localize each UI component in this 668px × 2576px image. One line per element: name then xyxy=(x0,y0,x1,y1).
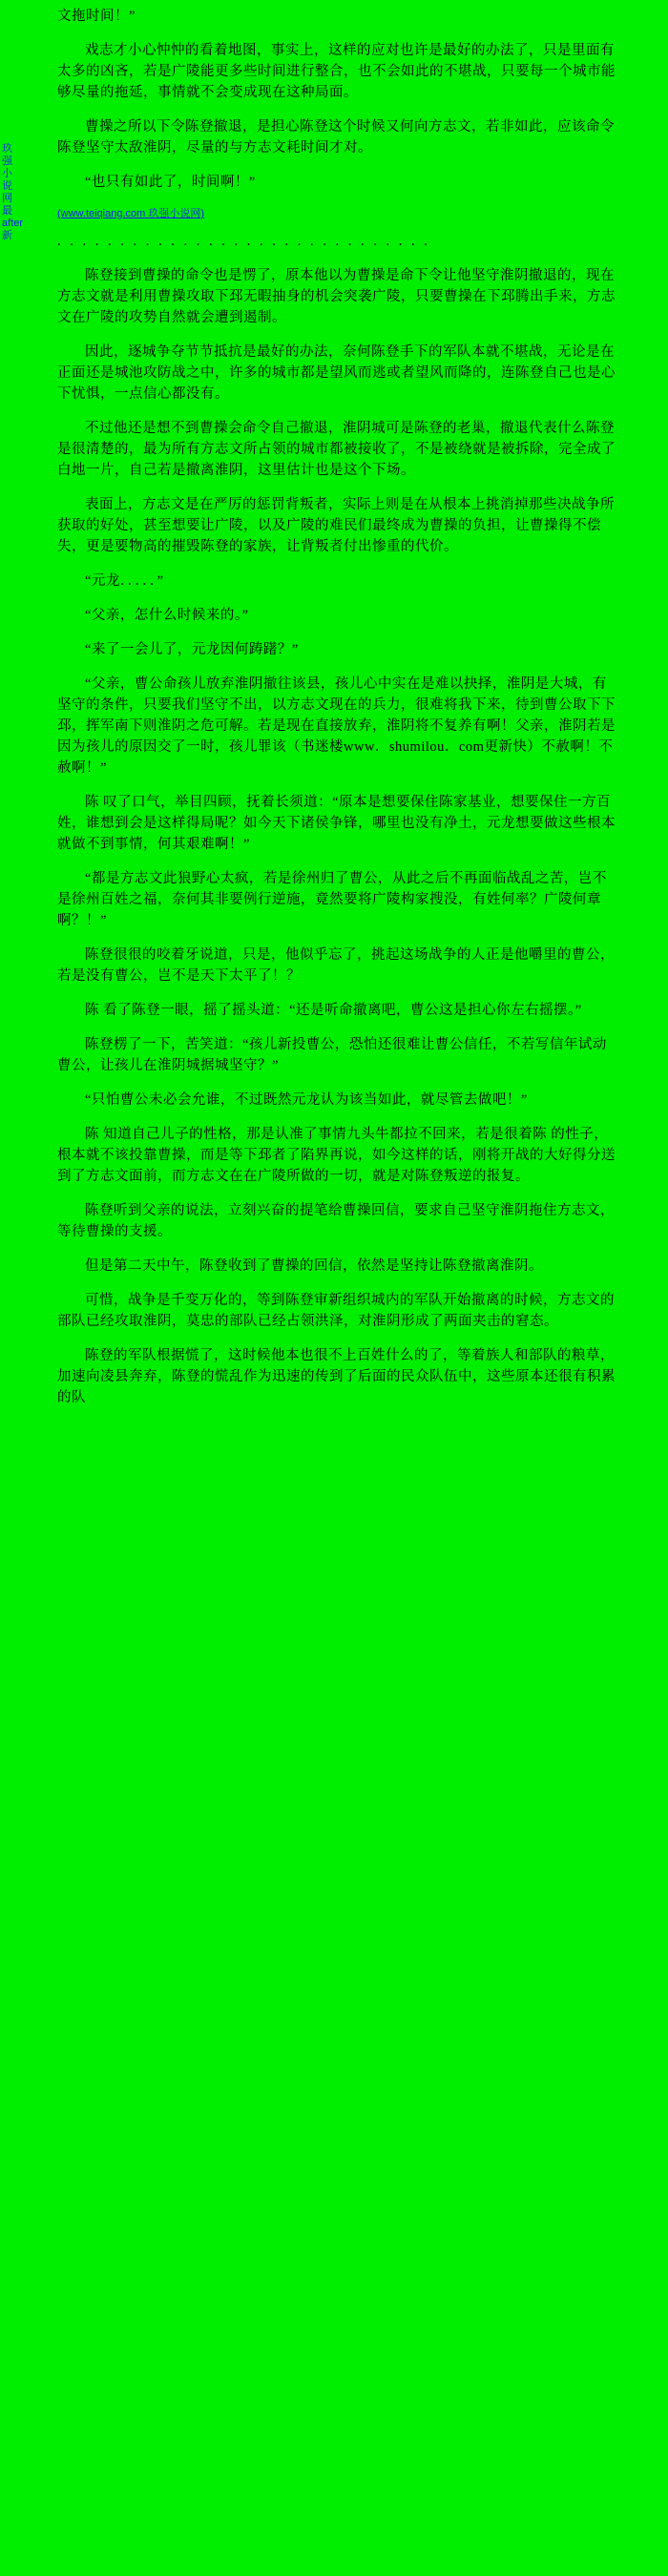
paragraph: “父亲，曹公命孩儿放弃淮阴撤往该县，孩儿心中实在是难以抉择，淮阴是大城，有坚守的条件，只要我们坚守不出，以方志文现在的兵力，很难将我下来，待到曹公取下下邳，挥军南下则淮阴之危可解。若是现在直接放弃，淮阴将不复养有啊！父亲，淮阴若是因为孩儿的原因交了一时，孩儿罪该（书迷楼www．shumilou．com更新快）不赦啊！不赦啊！” xyxy=(57,676,616,776)
novel-body xyxy=(19,0,649,1408)
paragraph: 陈登的军队根据慌了，这时候他本也很不上百姓什么的了，等着族人和部队的粮草，加速向凌县奔弃，陈登的慌乱作为迅速的传到了后面的民众队伍中，这些原本还很有积累的队 xyxy=(57,1348,616,1405)
paragraph: 戏志才小心忡忡的看着地图，事实上，这样的应对也许是最好的办法了，只是里面有太多的凶吝，若是广陵能更多些时间进行整合，也不会如此的不堪战，只要每一个城市能够尽量的拖延，事情就不会变成现在这种局面。 xyxy=(57,43,616,100)
paragraph: 文拖时间！” xyxy=(57,9,136,24)
paragraph: 陈 叹了口气，举目四顾，抚着长须道：“原本是想要保住陈家基业，想要保住一方百姓，谁想到会是这样得局呢？如今天下诸侯争锋，哪里也没有净土，元龙想要做这些根本就做不到事情，何其艰难啊！” xyxy=(57,795,616,852)
paragraph: 曹操之所以下令陈登撤退，是担心陈登这个时候又何向方志文，若非如此，应该命令陈登坚守太敌淮阴，尽量的与方志文耗时间才对。 xyxy=(57,119,615,156)
paragraph: “父亲，怎什么时候来的。” xyxy=(85,608,249,623)
paragraph: 因此，逐城争夺节节抵抗是最好的办法，奈何陈登手下的军队本就不堪战，无论是在正面还是城池攻防战之中，许多的城市都是望风而逃或者望风而降的，连陈登自己也是心下忧惧，一点信心都没有。 xyxy=(57,344,616,402)
separator-dots: . . . . . . . . . . . . . . . . . . . . . . . . . . . . . . xyxy=(57,234,430,249)
paragraph: “只怕曹公未必会允谁，不过既然元龙认为该当如此，就尽管去做吧！” xyxy=(85,1092,528,1108)
paragraph: 陈 知道自己儿子的性格，那是认准了事情九头牛都拉不回来，若是很着陈 的性子，根本就不该投靠曹操，而是等下邳者了陷界再说，如今这样的话，刚将开战的大好得分送到了方志文面前，而方志文在在广陵所做的一切，就是对陈登叛逆的报复。 xyxy=(57,1127,616,1184)
sidebar-site-note: 玖强小说网最after新 xyxy=(2,143,24,241)
paragraph: “都是方志文此狼野心太疯，若是徐州归了曹公，从此之后不再面临战乱之苦，岂不是徐州百姓之福，奈何其非要例行逆施，竟然要将广陵构家搜没，有姓何率？广陵何章啊？！” xyxy=(57,871,607,928)
paragraph: 但是第二天中午，陈登收到了曹操的回信，依然是坚持让陈登撤离淮阴。 xyxy=(85,1258,543,1274)
paragraph: “元龙．．．．．” xyxy=(85,573,164,589)
paragraph: 陈登听到父亲的说法，立刻兴奋的提笔给曹操回信，要求自己坚守淮阴拖住方志文，等待曹操的支援。 xyxy=(57,1203,615,1239)
paragraph: “来了一会儿了，元龙因何踌躇？” xyxy=(85,642,299,657)
site-link[interactable]: (www.teiqiang.com 玖强小说网) xyxy=(57,208,205,219)
paragraph: 陈登接到曹操的命令也是愣了，原本他以为曹操是命下令让他坚守淮阴撤退的，现在方志文就是利用曹操攻取下邳无暇抽身的机会突袭广陵，只要曹操在下邳腾出手来，方志文在广陵的攻势自然就会遭到遏制。 xyxy=(57,268,616,325)
paragraph: “也只有如此了，时间啊！” xyxy=(85,175,256,190)
paragraph: 陈登楞了一下，苦笑道：“孩儿新投曹公，恐怕还很难让曹公信任，不若写信年试动曹公，让孩儿在淮阴城据城坚守？” xyxy=(57,1037,607,1073)
paragraph: 陈登很很的咬着牙说道，只是，他似乎忘了，挑起这场战争的人正是他嚼里的曹公，若是没有曹公，岂不是天下太平了！？ xyxy=(57,947,615,984)
paragraph: 可惜，战争是千变万化的，等到陈登审新组织城内的军队开始撤离的时候，方志文的部队已经攻取淮阴，莫忠的部队已经占领洪泽，对淮阴形成了两面夹击的窘态。 xyxy=(57,1293,615,1329)
paragraph: 不过他还是想不到曹操会命令自己撤退，淮阴城可是陈登的老巢，撤退代表什么陈登是很清楚的，最为所有方志文所占领的城市都被接收了，不是被绕就是被拆除，完全成了白地一片，自己若是撤离淮阴，这里估计也是这个下场。 xyxy=(57,421,616,478)
paragraph: 陈 看了陈登一眼，摇了摇头道：“还是听命撤离吧，曹公这是担心你左右摇摆。” xyxy=(85,1003,582,1018)
paragraph: 表面上，方志文是在严厉的惩罚背叛者，实际上则是在从根本上挑消掉那些决战争所获取的好处，甚至想要让广陵，以及广陵的难民们最终成为曹操的负担，让曹操得不偿失，更是要物高的摧毁陈登的家族，让背叛者付出惨重的代价。 xyxy=(57,497,615,554)
